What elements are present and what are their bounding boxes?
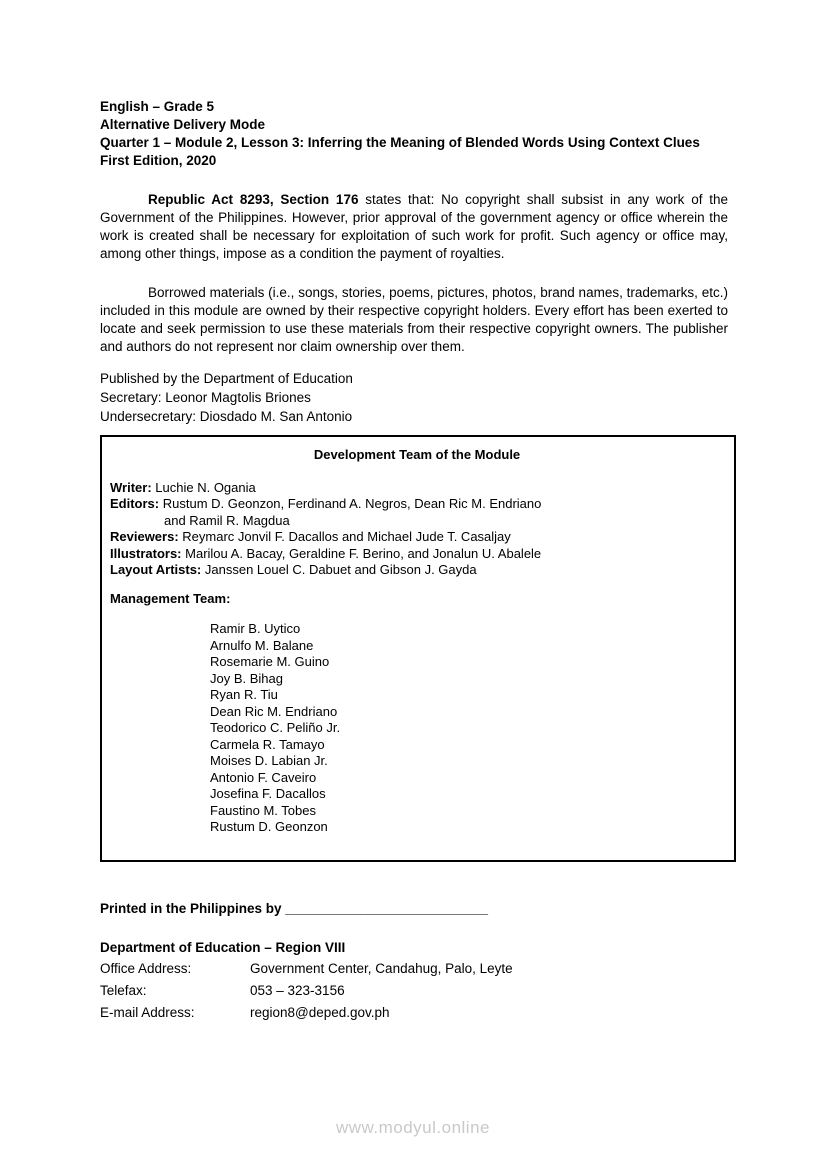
development-team-box bbox=[100, 435, 736, 862]
writer-line bbox=[110, 480, 724, 497]
office-address-row bbox=[100, 958, 728, 980]
management-team-label: Management Team: bbox=[110, 590, 231, 606]
borrowed-materials-paragraph: Borrowed materials (i.e., songs, stories, poems, pictures, photos, brand names, trademarks, etc.) included in this module are owned by their respective copyright holders. Every effort has been exerted to locate and seek permission to use these materials from their respective copyright owners. The publisher and authors do not represent nor claim ownership over them. bbox=[100, 285, 728, 354]
editors-line bbox=[110, 496, 724, 513]
management-team-member: Carmela R. Tamayo bbox=[210, 736, 325, 752]
telefax-row bbox=[100, 980, 728, 1002]
reviewers-line bbox=[110, 529, 724, 546]
reviewers-label: Reviewers: bbox=[110, 529, 179, 544]
illustrators-line bbox=[110, 546, 724, 563]
editors-label: Editors: bbox=[110, 496, 160, 511]
management-team-member: Rustum D. Geonzon bbox=[210, 819, 328, 834]
copyright-act-paragraph bbox=[100, 191, 728, 263]
copyright-act-text: states that: No copyright shall subsist in any work of the Government of the Philippines. However, prior approval of the government agency or office wherein the work is created shall be necessary for exploitation of such work for profit. Such agency or office may, among other things, impose as a condition the payment of royalties. bbox=[100, 192, 728, 261]
editors-names: Rustum D. Geonzon, Ferdinand A. Negros, Dean Ric M. Endriano bbox=[162, 496, 542, 511]
management-team-member: Josefina F. Dacallos bbox=[210, 786, 326, 801]
printed-in-philippines-line bbox=[100, 900, 728, 918]
illustrators-label: Illustrators: bbox=[110, 545, 182, 561]
management-team-member: Ramir B. Uytico bbox=[210, 621, 301, 636]
writer-label: Writer: bbox=[110, 479, 152, 495]
management-team-member: Ryan R. Tiu bbox=[210, 687, 278, 702]
contact-info bbox=[100, 958, 728, 1024]
page-content bbox=[100, 98, 728, 1024]
editors-line-continued: and Ramil R. Magdua bbox=[164, 512, 290, 528]
layout-artists-line bbox=[110, 562, 724, 579]
header-module-title: Quarter 1 – Module 2, Lesson 3: Inferring the Meaning of Blended Words Using Context Clues bbox=[100, 135, 700, 150]
email-address-label: E-mail Address: bbox=[100, 1004, 195, 1020]
header-subject-grade: English – Grade 5 bbox=[100, 99, 215, 114]
management-team-member: Teodorico C. Peliño Jr. bbox=[210, 720, 341, 735]
department-region-line: Department of Education – Region VIII bbox=[100, 939, 346, 955]
email-address-row bbox=[100, 1002, 728, 1024]
published-by-line: Published by the Department of Education bbox=[100, 371, 353, 386]
management-team-member: Moises D. Labian Jr. bbox=[210, 753, 328, 768]
management-team-member: Antonio F. Caveiro bbox=[210, 769, 317, 785]
development-team-title: Development Team of the Module bbox=[313, 447, 521, 462]
printed-by-text: Printed in the Philippines by bbox=[100, 900, 286, 916]
header-edition: First Edition, 2020 bbox=[100, 153, 217, 168]
office-address-value: Government Center, Candahug, Palo, Leyte bbox=[250, 960, 513, 976]
watermark: www.modyul.online bbox=[335, 1118, 490, 1137]
reviewers-names: Reymarc Jonvil F. Dacallos and Michael Jude T. Casaljay bbox=[182, 529, 511, 544]
layout-artists-names: Janssen Louel C. Dabuet and Gibson J. Gayda bbox=[204, 562, 477, 577]
header-delivery-mode: Alternative Delivery Mode bbox=[100, 117, 266, 132]
module-header bbox=[100, 98, 728, 170]
telefax-label: Telefax: bbox=[100, 982, 147, 998]
secretary-line: Secretary: Leonor Magtolis Briones bbox=[100, 390, 311, 405]
republic-act-label: Republic Act 8293, Section 176 bbox=[148, 192, 359, 207]
management-team-member: Rosemarie M. Guino bbox=[210, 654, 330, 669]
writer-name: Luchie N. Ogania bbox=[155, 479, 256, 495]
management-team-list bbox=[110, 621, 724, 836]
publisher-block bbox=[100, 369, 728, 426]
management-team-member: Faustino M. Tobes bbox=[210, 802, 316, 818]
office-address-label: Office Address: bbox=[100, 960, 192, 976]
illustrators-names: Marilou A. Bacay, Geraldine F. Berino, and Jonalun U. Abalele bbox=[185, 545, 542, 561]
telefax-value: 053 – 323-3156 bbox=[250, 982, 345, 998]
management-team-member: Dean Ric M. Endriano bbox=[210, 703, 338, 719]
management-team-member: Arnulfo M. Balane bbox=[210, 637, 314, 653]
email-address-value: region8@deped.gov.ph bbox=[250, 1004, 390, 1020]
printed-by-blank: ___________________________ bbox=[285, 900, 488, 916]
layout-artists-label: Layout Artists: bbox=[110, 562, 202, 577]
undersecretary-line: Undersecretary: Diosdado M. San Antonio bbox=[100, 409, 353, 424]
management-team-member: Joy B. Bihag bbox=[210, 670, 283, 686]
